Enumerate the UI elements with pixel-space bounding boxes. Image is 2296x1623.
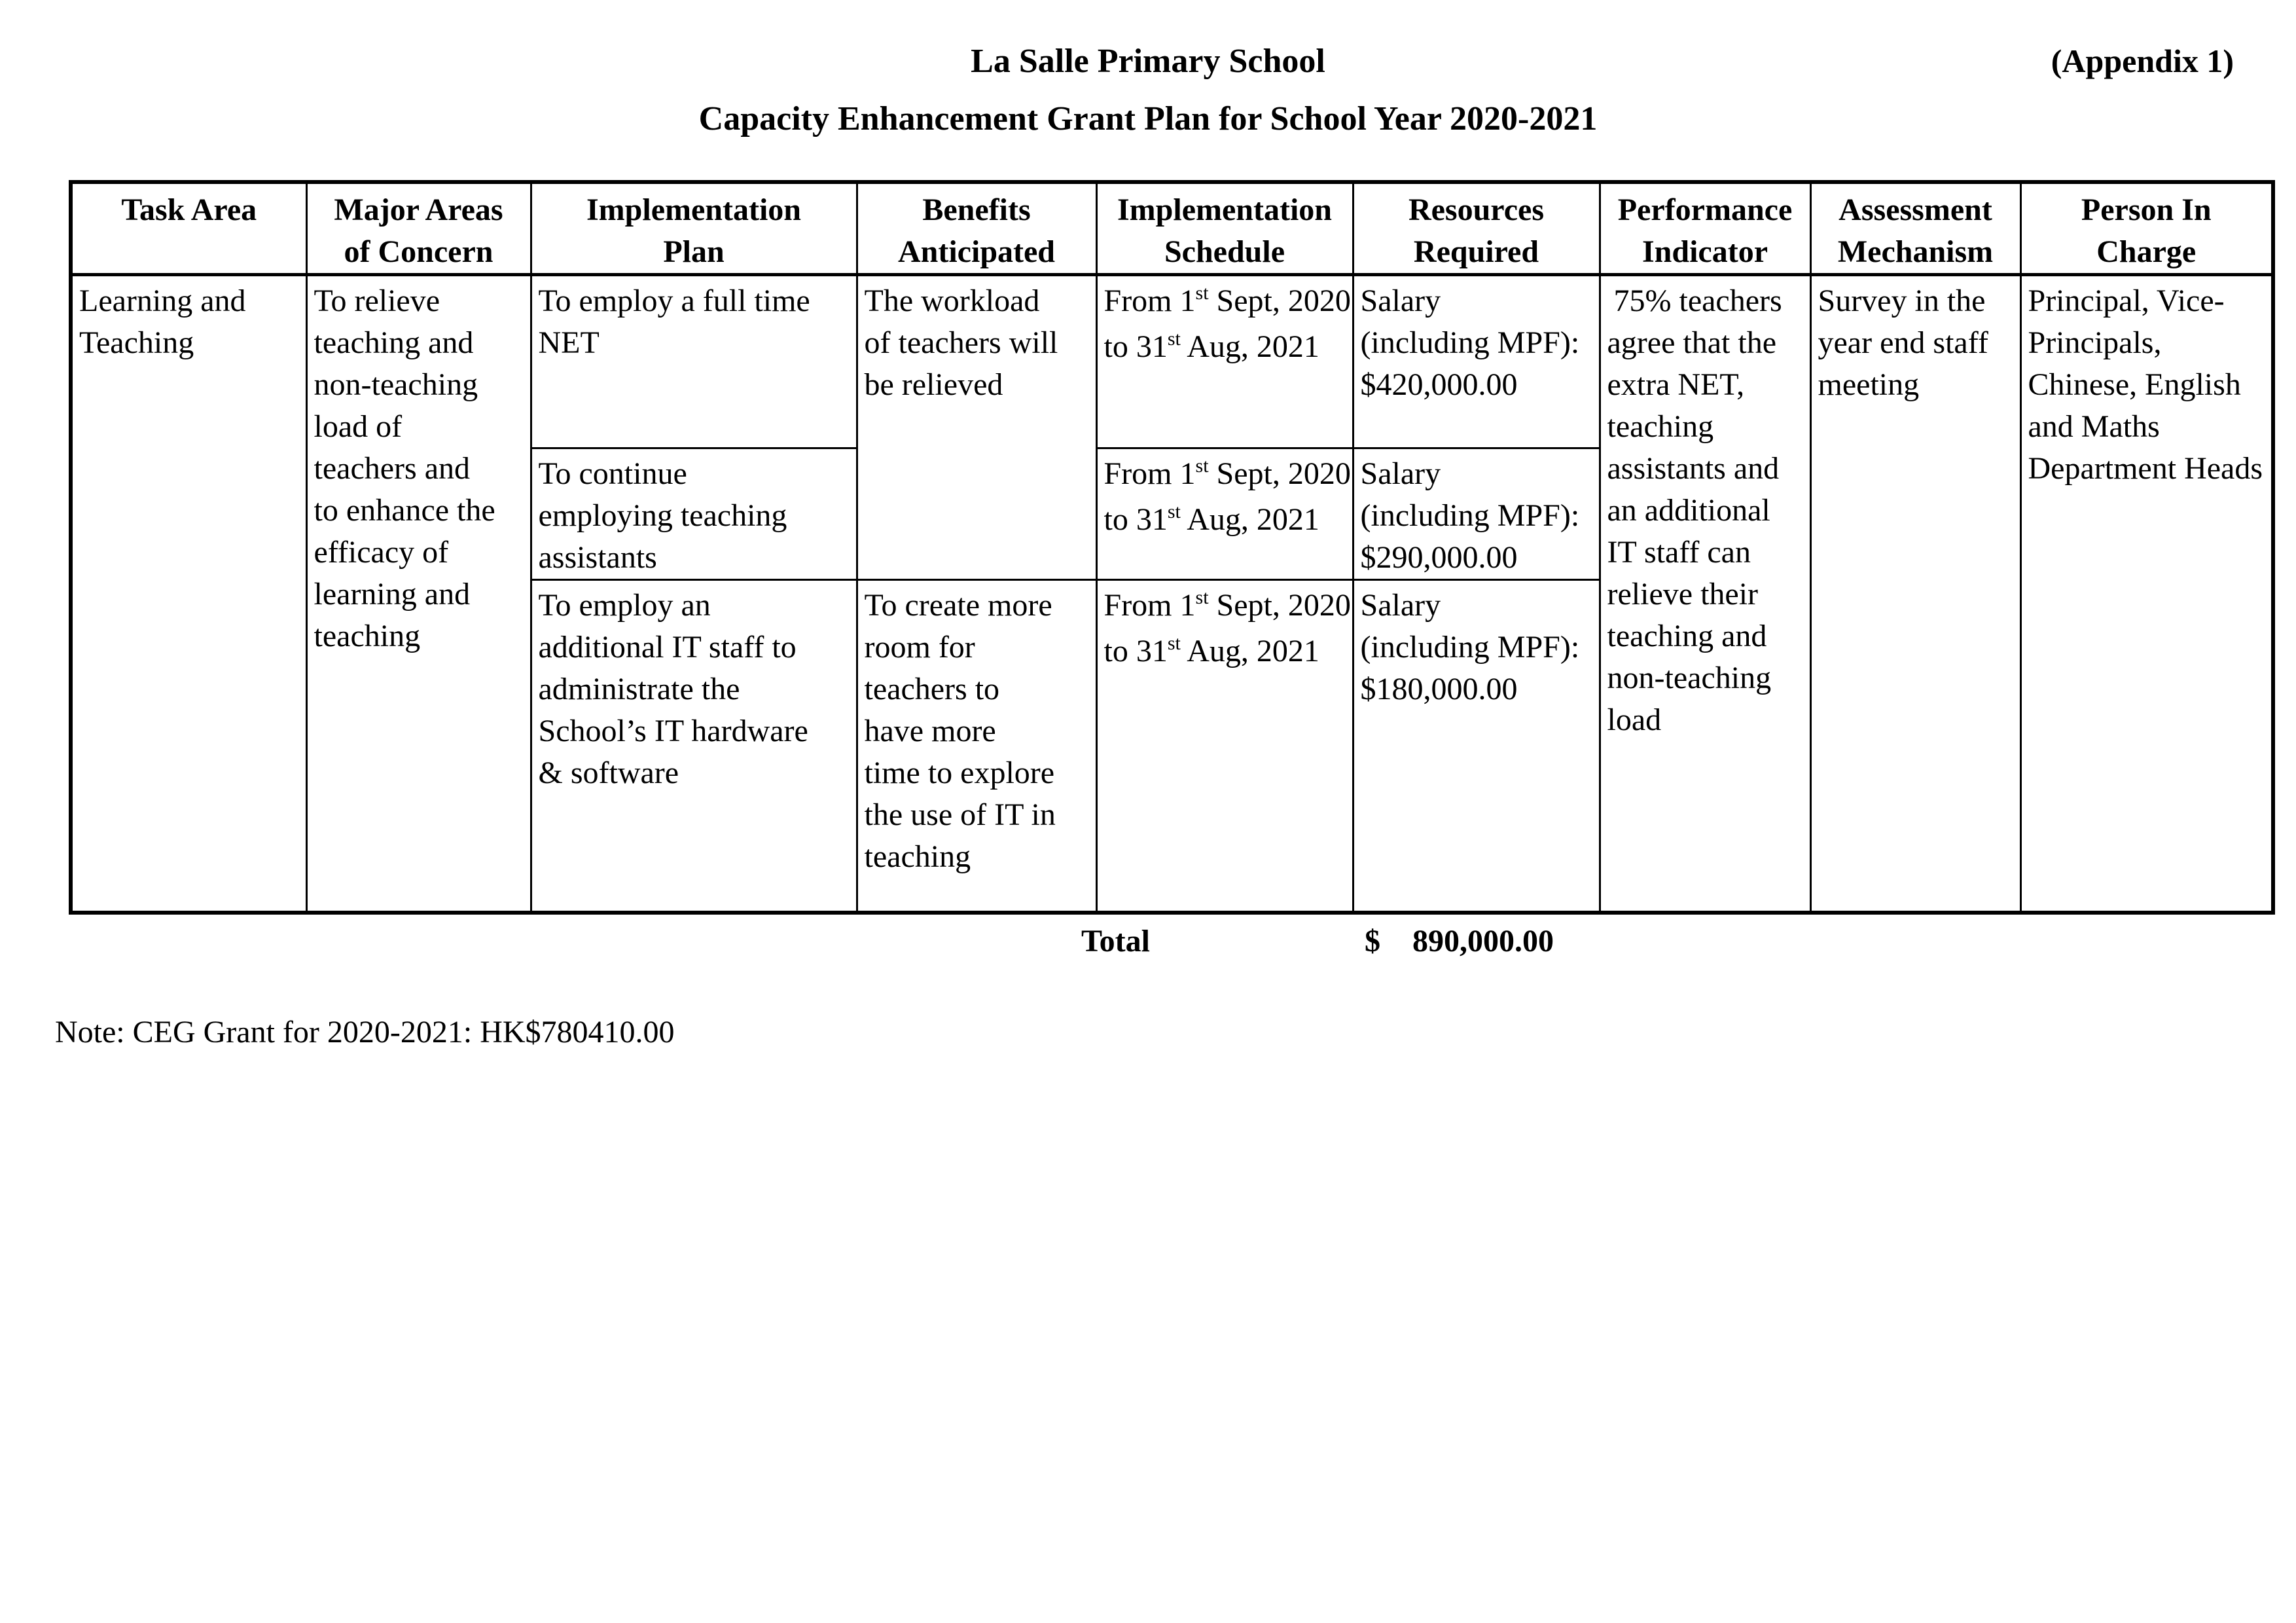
cell-implementation-plan-3: To employ an additional IT staff to administrate the School’s IT hardware & software bbox=[531, 580, 857, 913]
table-header-row bbox=[71, 182, 2273, 275]
cell-benefits-anticipated-3: To create more room for teachers to have more time to explore the use of IT in teaching bbox=[857, 580, 1096, 913]
cell-person-in-charge: Principal, Vice- Principals, Chinese, English and Maths Department Heads bbox=[2020, 275, 2273, 913]
cell-implementation-plan-1: To employ a full time NET bbox=[531, 275, 857, 448]
cell-implementation-plan-2: To continue employing teaching assistants bbox=[531, 448, 857, 580]
header-assessment-mechanism: Assessment Mechanism bbox=[1810, 182, 2020, 275]
ordinal-superscript: st bbox=[1195, 455, 1209, 477]
schedule-line-2: to 31st Aug, 2021 bbox=[1103, 328, 1319, 364]
ordinal-superscript: st bbox=[1195, 282, 1209, 304]
header-resources-required: Resources Required bbox=[1353, 182, 1600, 275]
header-performance-indicator: Performance Indicator bbox=[1600, 182, 1810, 275]
table-body-row-1 bbox=[71, 275, 2273, 448]
schedule-line-1: From 1st Sept, 2020 bbox=[1103, 282, 1351, 318]
cell-resources-required-2: Salary (including MPF): $290,000.00 bbox=[1353, 448, 1600, 580]
cell-performance-indicator: 75% teachers agree that the extra NET, teaching assistants and an additional IT staff can relieve their teaching and non-teaching load bbox=[1600, 275, 1810, 913]
title-line-2: Capacity Enhancement Grant Plan for School Year 2020-2021 bbox=[698, 100, 1598, 137]
grant-plan-table bbox=[69, 180, 2275, 915]
schedule-line-2: to 31st Aug, 2021 bbox=[1103, 632, 1319, 668]
ordinal-superscript: st bbox=[1167, 632, 1181, 654]
total-currency-symbol: $ bbox=[1365, 924, 1380, 958]
cell-resources-required-1: Salary (including MPF): $420,000.00 bbox=[1353, 275, 1600, 448]
header-implementation-plan: Implementation Plan bbox=[531, 182, 857, 275]
cell-task-area: Learning and Teaching bbox=[71, 275, 306, 913]
header-task-area: Task Area bbox=[71, 182, 306, 275]
total-amount: 890,000.00 bbox=[1412, 924, 1554, 958]
header-benefits-anticipated: Benefits Anticipated bbox=[857, 182, 1096, 275]
cell-implementation-schedule-1 bbox=[1096, 275, 1353, 448]
cell-resources-required-3: Salary (including MPF): $180,000.00 bbox=[1353, 580, 1600, 913]
appendix-label: (Appendix 1) bbox=[2051, 43, 2234, 79]
note-text: Note: CEG Grant for 2020-2021: HK$780410.00 bbox=[55, 1015, 675, 1049]
total-label: Total bbox=[1081, 924, 1150, 958]
schedule-line-1: From 1st Sept, 2020 bbox=[1103, 455, 1351, 491]
schedule-line-2: to 31st Aug, 2021 bbox=[1103, 501, 1319, 537]
ordinal-superscript: st bbox=[1195, 587, 1209, 608]
document-title bbox=[0, 33, 2296, 148]
header-implementation-schedule: Implementation Schedule bbox=[1096, 182, 1353, 275]
cell-benefits-anticipated-1-2: The workload of teachers will be relieved bbox=[857, 275, 1096, 580]
schedule-line-1: From 1st Sept, 2020 bbox=[1103, 587, 1351, 623]
cell-implementation-schedule-2 bbox=[1096, 448, 1353, 580]
header-major-areas: Major Areas of Concern bbox=[306, 182, 531, 275]
ordinal-superscript: st bbox=[1167, 501, 1181, 522]
ordinal-superscript: st bbox=[1167, 328, 1181, 350]
header-person-in-charge: Person In Charge bbox=[2020, 182, 2273, 275]
cell-assessment-mechanism: Survey in the year end staff meeting bbox=[1810, 275, 2020, 913]
cell-implementation-schedule-3 bbox=[1096, 580, 1353, 913]
title-line-1: La Salle Primary School bbox=[971, 43, 1325, 80]
cell-major-areas-of-concern: To relieve teaching and non-teaching load of teachers and to enhance the efficacy of learning and teaching bbox=[306, 275, 531, 913]
